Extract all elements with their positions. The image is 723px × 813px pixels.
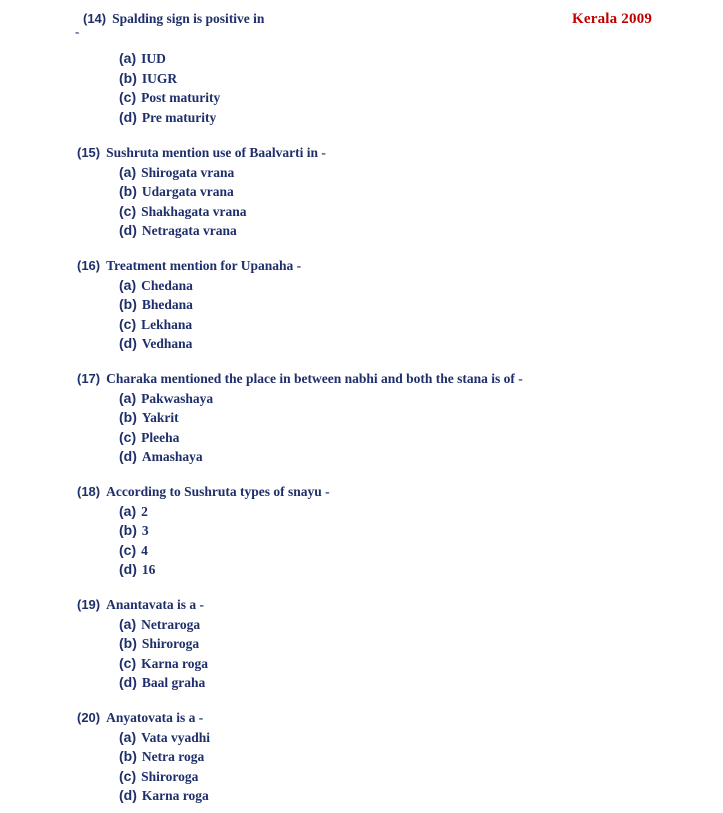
option-text: Chedana — [141, 278, 193, 293]
stray-dash: - — [75, 24, 80, 39]
option-text: Karna roga — [141, 656, 208, 671]
option-text: 2 — [141, 504, 148, 519]
option-text: Amashaya — [141, 449, 203, 464]
option-c — [119, 316, 192, 333]
option-text: Udargata vrana — [141, 184, 234, 199]
option-b — [119, 296, 193, 313]
option-text: Shirogata vrana — [141, 165, 235, 180]
option-text: Netragata vrana — [141, 223, 237, 238]
option-letter: (b) — [119, 635, 137, 651]
option-a — [119, 50, 166, 67]
option-letter: (b) — [119, 183, 137, 199]
option-b — [119, 409, 179, 426]
question-number: (18) — [77, 484, 101, 499]
option-b — [119, 748, 204, 765]
option-letter: (c) — [119, 89, 137, 105]
option-a — [119, 390, 213, 407]
option-letter: (d) — [119, 561, 137, 577]
question-text: Anantavata is a - — [106, 597, 205, 612]
question-stem — [77, 371, 523, 387]
option-text: Pakwashaya — [141, 391, 214, 406]
option-letter: (d) — [119, 109, 137, 125]
option-letter: (d) — [119, 222, 137, 238]
option-d — [119, 674, 205, 691]
question-stem — [83, 11, 264, 27]
question-text: Treatment mention for Upanaha - — [106, 258, 302, 273]
option-d — [119, 787, 209, 804]
question-text: Charaka mentioned the place in between nabhi and both the stana is of - — [106, 371, 523, 386]
option-letter: (c) — [119, 542, 137, 558]
exam-source-label: Kerala 2009 — [572, 11, 653, 27]
option-letter: (b) — [119, 748, 137, 764]
question-text: According to Sushruta types of snayu - — [106, 484, 330, 499]
option-b — [119, 70, 177, 87]
option-text: Netra roga — [141, 749, 205, 764]
option-d — [119, 109, 216, 126]
option-text: 4 — [141, 543, 148, 558]
option-text: Pleeha — [141, 430, 180, 445]
question-stem — [77, 710, 203, 726]
option-c — [119, 655, 208, 672]
option-text: Netraroga — [141, 617, 201, 632]
option-letter: (b) — [119, 409, 137, 425]
option-letter: (a) — [119, 277, 137, 293]
option-letter: (d) — [119, 335, 137, 351]
option-text: Bhedana — [141, 297, 193, 312]
question-text: Sushruta mention use of Baalvarti in - — [106, 145, 326, 160]
option-letter: (b) — [119, 70, 137, 86]
question-text: Spalding sign is positive in — [112, 11, 265, 26]
option-text: Yakrit — [141, 410, 179, 425]
option-b — [119, 183, 234, 200]
option-a — [119, 729, 210, 746]
option-letter: (d) — [119, 674, 137, 690]
question-number: (16) — [77, 258, 101, 273]
option-text: 16 — [141, 562, 156, 577]
option-text: Karna roga — [141, 788, 209, 803]
option-d — [119, 222, 237, 239]
question-stem — [77, 597, 204, 613]
option-text: Post maturity — [141, 90, 221, 105]
option-letter: (c) — [119, 655, 137, 671]
question-number: (17) — [77, 371, 101, 386]
option-text: Lekhana — [141, 317, 193, 332]
option-c — [119, 542, 148, 559]
option-text: Pre maturity — [141, 110, 217, 125]
option-text: Vata vyadhi — [141, 730, 211, 745]
option-letter: (c) — [119, 768, 137, 784]
option-text: IUD — [141, 51, 166, 66]
option-a — [119, 164, 234, 181]
question-number: (19) — [77, 597, 101, 612]
option-text: 3 — [141, 523, 149, 538]
option-letter: (d) — [119, 787, 137, 803]
question-stem — [77, 145, 326, 161]
option-text: Shiroroga — [141, 636, 200, 651]
question-number: (15) — [77, 145, 101, 160]
option-a — [119, 616, 200, 633]
option-c — [119, 429, 179, 446]
option-letter: (c) — [119, 316, 137, 332]
question-stem — [77, 484, 330, 500]
option-letter: (d) — [119, 448, 137, 464]
option-c — [119, 89, 220, 106]
option-text: Vedhana — [141, 336, 193, 351]
option-letter: (a) — [119, 616, 137, 632]
option-letter: (a) — [119, 164, 137, 180]
option-d — [119, 561, 155, 578]
option-a — [119, 503, 148, 520]
question-stem — [77, 258, 301, 274]
option-letter: (a) — [119, 503, 137, 519]
option-c — [119, 203, 247, 220]
option-letter: (a) — [119, 729, 137, 745]
option-text: IUGR — [141, 71, 178, 86]
option-text: Shiroroga — [141, 769, 199, 784]
question-text: Anyatovata is a - — [106, 710, 204, 725]
question-number: (14) — [83, 11, 107, 26]
option-letter: (c) — [119, 429, 137, 445]
option-text: Baal graha — [141, 675, 206, 690]
option-text: Shakhagata vrana — [141, 204, 247, 219]
option-d — [119, 448, 203, 465]
option-a — [119, 277, 193, 294]
option-letter: (a) — [119, 390, 137, 406]
option-letter: (c) — [119, 203, 137, 219]
option-b — [119, 522, 149, 539]
question-number: (20) — [77, 710, 101, 725]
option-c — [119, 768, 198, 785]
option-b — [119, 635, 199, 652]
option-letter: (b) — [119, 296, 137, 312]
option-letter: (a) — [119, 50, 137, 66]
option-d — [119, 335, 192, 352]
option-letter: (b) — [119, 522, 137, 538]
